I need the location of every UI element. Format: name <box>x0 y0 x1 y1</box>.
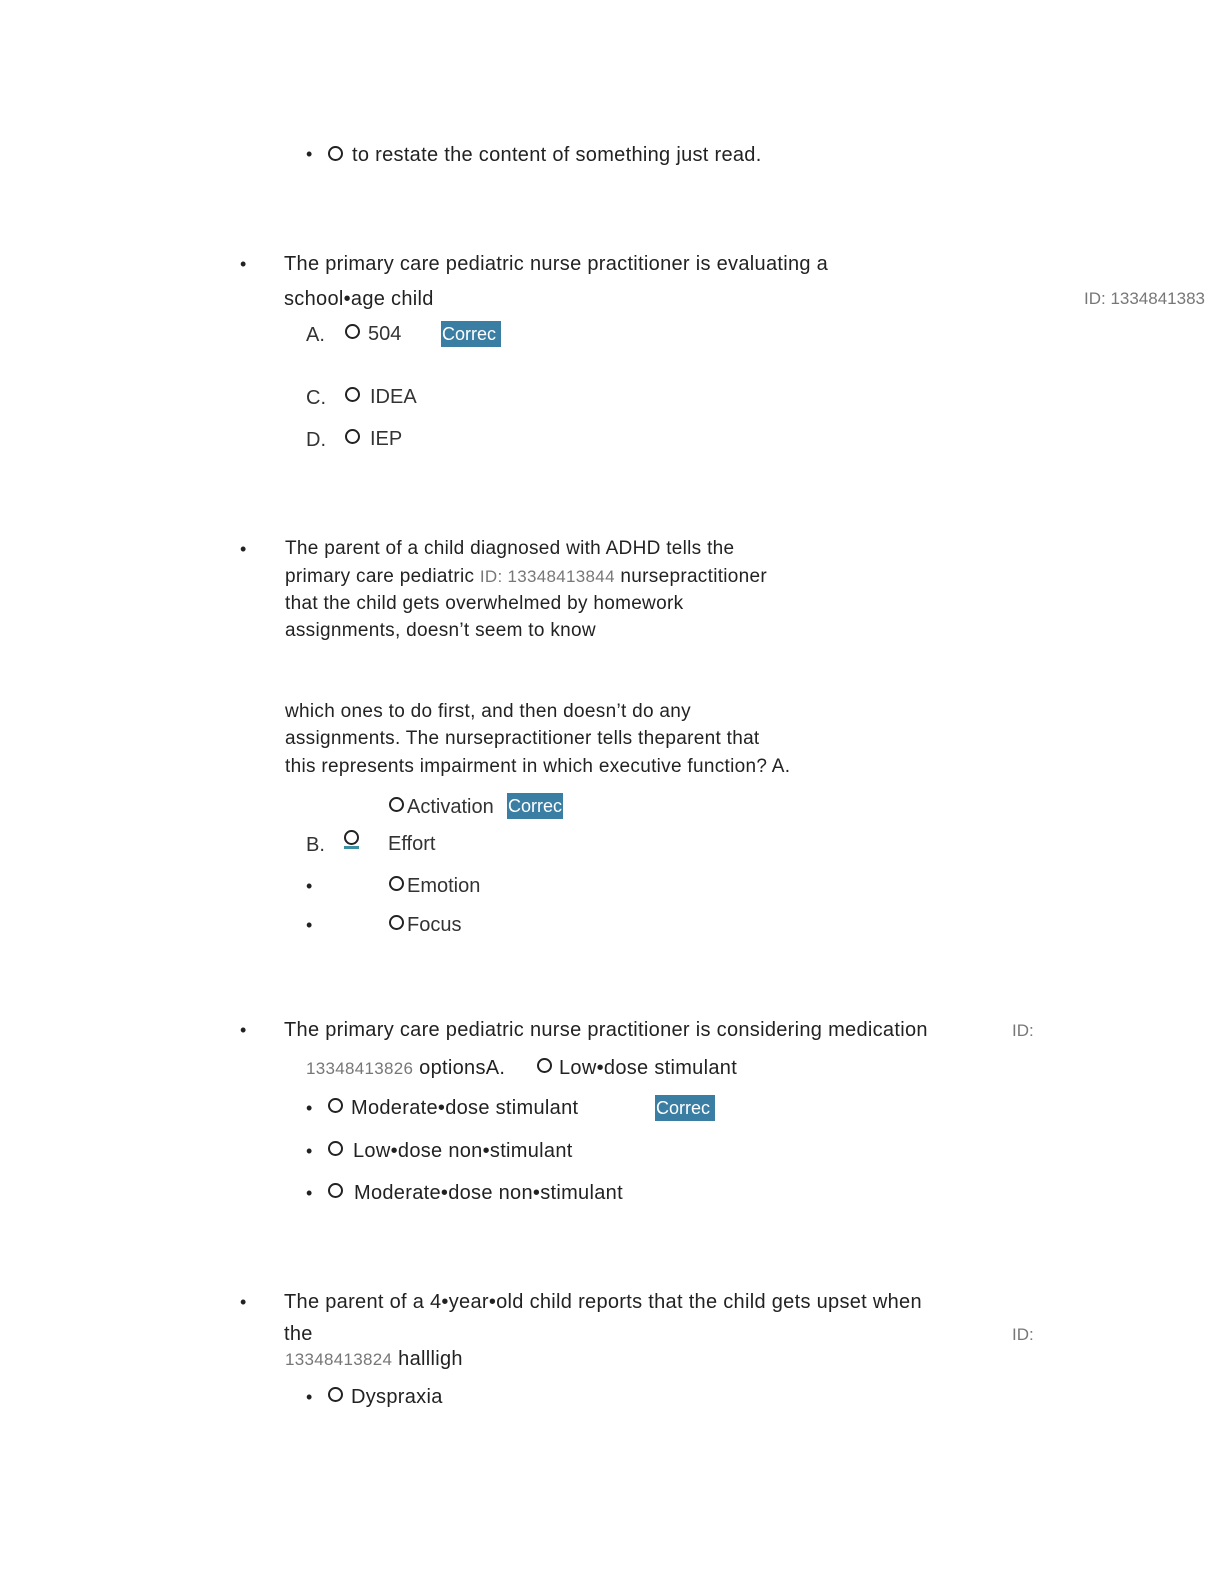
option-label: Moderate•dose non•stimulant <box>354 1182 623 1204</box>
question-stem-line: The parent of a child diagnosed with ADHD tells the <box>285 538 735 559</box>
question-bullet: • <box>240 1292 247 1312</box>
correct-badge: Correc <box>655 1095 715 1121</box>
radio-option-504[interactable] <box>345 324 360 339</box>
question-bullet: • <box>240 1020 247 1040</box>
question-id-number: 13348413826 <box>306 1059 414 1078</box>
radio-option-emotion[interactable] <box>389 876 404 891</box>
question-id-number: 13348413824 <box>285 1350 393 1369</box>
radio-option-focus[interactable] <box>389 915 404 930</box>
option-letter: A. <box>306 324 325 346</box>
option-label: 504 <box>368 323 402 345</box>
question-stem-line: The parent of a 4•year•old child reports that the child gets upset when <box>284 1291 922 1313</box>
stem-text: nursepractitioner <box>620 566 768 587</box>
question-stem-line <box>285 563 767 590</box>
list-bullet: • <box>306 1098 313 1118</box>
list-bullet: • <box>306 876 313 896</box>
list-bullet: • <box>306 1141 313 1161</box>
question-bullet: • <box>240 539 247 559</box>
option-label: Moderate•dose stimulant <box>351 1097 579 1119</box>
correct-badge: Correc <box>441 321 501 347</box>
correct-badge: Correc <box>507 793 563 819</box>
option-letter: C. <box>306 387 326 409</box>
list-bullet: • <box>306 144 313 164</box>
question-stem-line: the <box>284 1323 313 1345</box>
question-stem-line <box>306 1056 505 1081</box>
question-stem-line <box>285 1347 463 1372</box>
question-stem-line: which ones to do first, and then doesn’t do any <box>285 701 691 722</box>
radio-option-dyspraxia[interactable] <box>328 1387 343 1402</box>
radio-option-iep[interactable] <box>345 429 360 444</box>
radio-option-moderate-dose-stimulant[interactable] <box>328 1098 343 1113</box>
radio-option-low-dose-non-stimulant[interactable] <box>328 1141 343 1156</box>
option-letter: B. <box>306 834 325 856</box>
stem-text: optionsA. <box>419 1057 506 1079</box>
list-bullet: • <box>306 1183 313 1203</box>
question-stem-line: school•age child <box>284 288 434 310</box>
question-bullet: • <box>240 254 247 274</box>
list-bullet: • <box>306 915 313 935</box>
question-id: ID: 13348413844 <box>479 567 615 586</box>
question-id: ID: 1334841383 <box>1084 289 1205 308</box>
question-stem-line: assignments. The nursepractitioner tells theparent that <box>285 728 760 749</box>
radio-option-restate[interactable] <box>328 146 343 161</box>
option-label: Emotion <box>407 875 481 897</box>
stem-text: hallligh <box>398 1348 463 1370</box>
option-label: to restate the content of something just read. <box>352 144 762 166</box>
radio-option-low-dose-stimulant[interactable] <box>537 1058 552 1073</box>
question-stem-line: The primary care pediatric nurse practitioner is considering medication <box>284 1019 928 1041</box>
list-bullet: • <box>306 1387 313 1407</box>
question-id-label: ID: <box>1012 1325 1034 1344</box>
option-label: Low•dose stimulant <box>559 1057 738 1079</box>
question-stem-line: The primary care pediatric nurse practitioner is evaluating a <box>284 253 829 275</box>
option-label: Low•dose non•stimulant <box>353 1140 573 1162</box>
option-label: IDEA <box>370 386 417 408</box>
option-label: Focus <box>407 914 462 936</box>
option-label: Dyspraxia <box>351 1386 443 1408</box>
question-id-label: ID: <box>1012 1021 1034 1040</box>
option-label: Activation <box>407 796 494 818</box>
radio-option-idea[interactable] <box>345 387 360 402</box>
radio-option-activation[interactable] <box>389 797 404 812</box>
option-label: IEP <box>370 428 403 450</box>
option-label: Effort <box>388 833 436 855</box>
option-letter: D. <box>306 429 326 451</box>
stem-text: primary care pediatric <box>285 566 475 587</box>
question-stem-line: assignments, doesn’t seem to know <box>285 620 596 641</box>
radio-option-moderate-dose-non-stimulant[interactable] <box>328 1183 343 1198</box>
radio-option-effort[interactable] <box>344 830 359 845</box>
question-stem-line: that the child gets overwhelmed by homework <box>285 593 684 614</box>
question-stem-line: this represents impairment in which executive function? A. <box>285 756 791 777</box>
